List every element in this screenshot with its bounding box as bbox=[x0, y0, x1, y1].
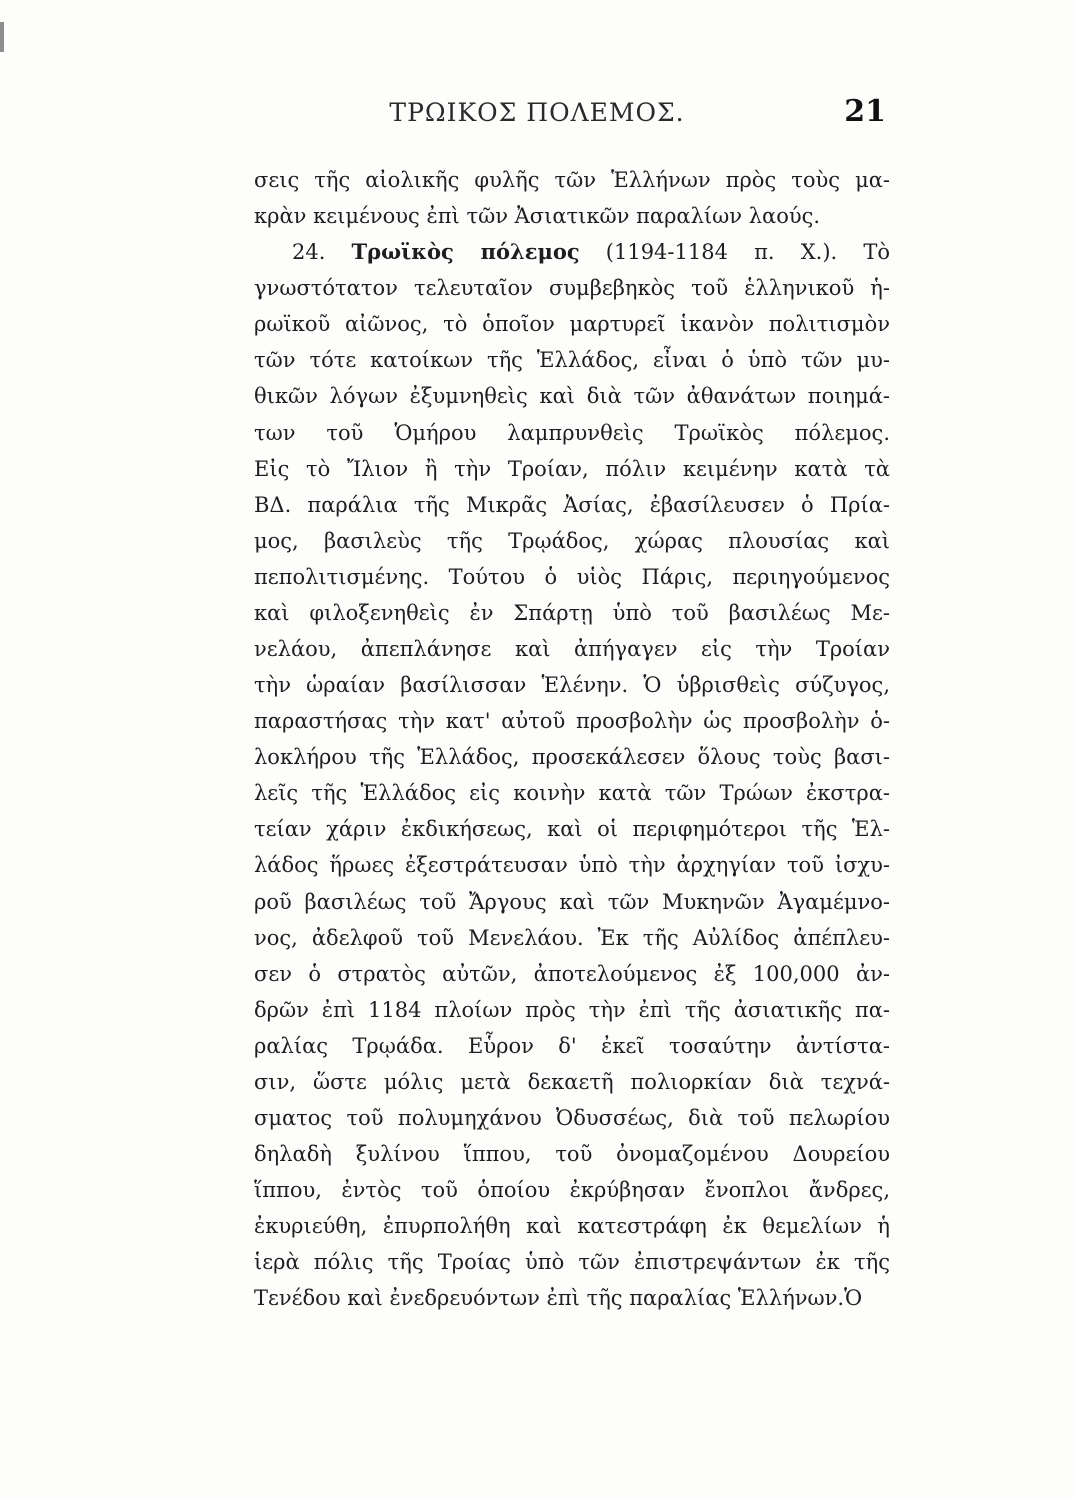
text-line: θικῶν λόγων ἐξυμνηθεὶς καὶ διὰ τῶν ἀθανάτων ποιημά- bbox=[254, 384, 890, 409]
text-line: τῶν τότε κατοίκων τῆς Ἑλλάδος, εἶναι ὁ ὑπὸ τῶν μυ- bbox=[254, 348, 890, 373]
text-line: λοκλήρου τῆς Ἑλλάδος, προσεκάλεσεν ὅλους τοὺς βασι- bbox=[254, 745, 890, 770]
text-line: των τοῦ Ὁμήρου λαμπρυνθεὶς Τρωϊκὸς πόλεμος. bbox=[254, 420, 890, 445]
text-line: πεπολιτισμένης. Τούτου ὁ υἱὸς Πάρις, περιηγούμενος bbox=[254, 564, 890, 589]
text-line: λάδος ἥρωες ἐξεστράτευσαν ὑπὸ τὴν ἀρχηγίαν τοῦ ἰσχυ- bbox=[254, 853, 890, 878]
text-line: νος, ἀδελφοῦ τοῦ Μενελάου. Ἐκ τῆς Αὐλίδος ἀπέπλευ- bbox=[254, 925, 890, 950]
text-line: σεις τῆς αἰολικῆς φυλῆς τῶν Ἑλλήνων πρὸς τοὺς μα- bbox=[254, 168, 890, 192]
text-line: Εἰς τὸ Ἴλιον ἢ τὴν Τροίαν, πόλιν κειμένην κατὰ τὰ bbox=[254, 456, 890, 481]
running-head: ΤΡΩΙΚΟΣ ΠΟΛΕΜΟΣ. bbox=[389, 98, 685, 127]
text-line: δηλαδὴ ξυλίνου ἵππου, τοῦ ὀνομαζομένου Δουρείου bbox=[254, 1142, 890, 1167]
text-line: δρῶν ἐπὶ 1184 πλοίων πρὸς τὴν ἐπὶ τῆς ἀσιατικῆς πα- bbox=[254, 997, 890, 1022]
text-line: παραστήσας τὴν κατ' αὐτοῦ προσβολὴν ὡς προσβολὴν ὁ- bbox=[254, 709, 890, 734]
text-line: Τενέδου καὶ ἐνεδρευόντων ἐπὶ τῆς παραλίας Ἑλλήνων.Ὁ bbox=[254, 1286, 863, 1311]
text-line: ἐκυριεύθη, ἐπυρπολήθη καὶ κατεστράφη ἐκ θεμελίων ἡ bbox=[254, 1214, 890, 1239]
text-line: καὶ φιλοξενηθεὶς ἐν Σπάρτῃ ὑπὸ τοῦ βασιλέως Με- bbox=[254, 600, 890, 625]
text-line: σιν, ὥστε μόλις μετὰ δεκαετῆ πολιορκίαν διὰ τεχνά- bbox=[254, 1069, 890, 1094]
text-line: μος, βασιλεὺς τῆς Τρῳάδος, χώρας πλουσίας καὶ bbox=[254, 528, 890, 553]
section-number: 24. bbox=[292, 240, 326, 265]
text-line: νελάου, ἀπεπλάνησε καὶ ἀπήγαγεν εἰς τὴν Τροίαν bbox=[254, 637, 890, 662]
section-title: Τρωϊκὸς πόλεμος bbox=[351, 239, 580, 265]
text-line: ροῦ βασιλέως τοῦ Ἄργους καὶ τῶν Μυκηνῶν Ἀγαμέμνο- bbox=[254, 889, 890, 914]
scan-edge-mark bbox=[0, 22, 4, 52]
text-line: κρὰν κειμένους ἐπὶ τῶν Ἀσιατικῶν παραλίων λαούς. bbox=[254, 204, 821, 229]
text-line: ραλίας Τρῳάδα. Εὗρον δ' ἐκεῖ τοσαύτην ἀντίστα- bbox=[254, 1033, 890, 1058]
page-number: 21 bbox=[844, 94, 886, 129]
text-line: τείαν χάριν ἐκδικήσεως, καὶ οἱ περιφημότεροι τῆς Ἑλ- bbox=[254, 817, 890, 842]
text-line: σματος τοῦ πολυμηχάνου Ὀδυσσέως, διὰ τοῦ πελωρίου bbox=[254, 1106, 890, 1131]
text-line: λεῖς τῆς Ἑλλάδος εἰς κοινὴν κατὰ τῶν Τρώων ἐκστρα- bbox=[254, 781, 890, 806]
text-line: ἵππου, ἐντὸς τοῦ ὁποίου ἐκρύβησαν ἔνοπλοι ἄνδρες, bbox=[254, 1178, 890, 1203]
section-heading-line: 24. Τρωϊκὸς πόλεμος (1194-1184 π. Χ.). Τὸ bbox=[292, 239, 890, 265]
text-line: τὴν ὡραίαν βασίλισσαν Ἑλένην. Ὁ ὑβρισθεὶς σύζυγος, bbox=[254, 673, 890, 698]
text-line: ΒΔ. παράλια τῆς Μικρᾶς Ἀσίας, ἐβασίλευσεν ὁ Πρία- bbox=[254, 492, 890, 517]
text-line: γνωστότατον τελευταῖον συμβεβηκὸς τοῦ ἑλληνικοῦ ἡ- bbox=[254, 276, 890, 301]
text-line: ἱερὰ πόλις τῆς Τροίας ὑπὸ τῶν ἐπιστρεψάντων ἐκ τῆς bbox=[254, 1250, 890, 1275]
body-text bbox=[254, 162, 890, 1317]
text-line: σεν ὁ στρατὸς αὐτῶν, ἀποτελούμενος ἐξ 100,000 ἀν- bbox=[254, 961, 890, 986]
text-line: ρωϊκοῦ αἰῶνος, τὸ ὁποῖον μαρτυρεῖ ἱκανὸν πολιτισμὸν bbox=[254, 312, 890, 337]
